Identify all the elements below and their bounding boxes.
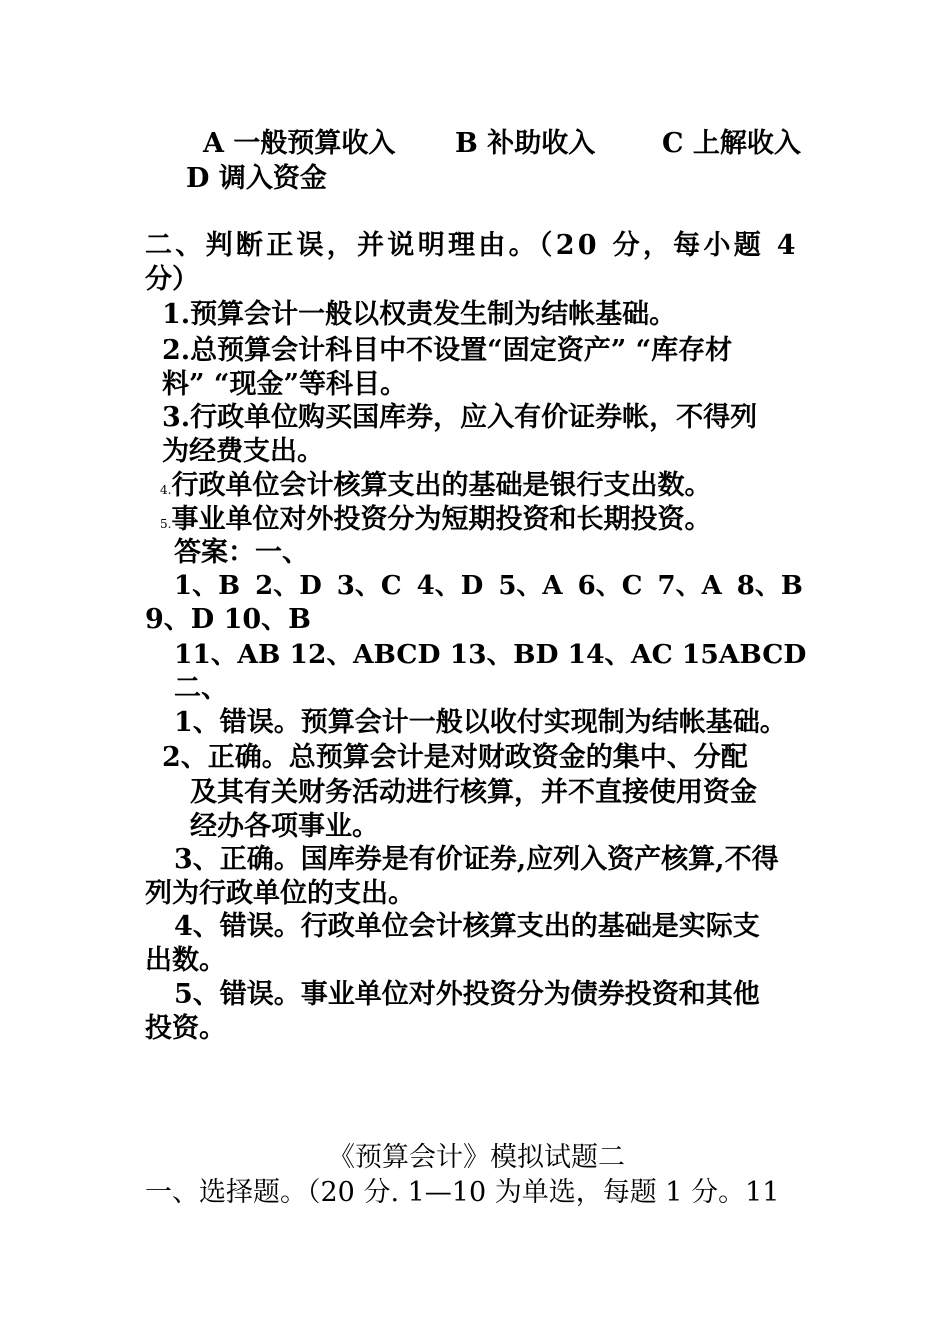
- question-2: 2.总预算会计科目中不设置“固定资产” “库存材: [162, 335, 733, 366]
- answer-5-cont: 投资。: [145, 1013, 226, 1044]
- answer-4: 4、错误。行政单位会计核算支出的基础是实际支: [174, 911, 760, 942]
- question-3-cont: 为经费支出。: [162, 436, 324, 467]
- question-1: 1.预算会计一般以权责发生制为结帐基础。: [162, 299, 677, 330]
- question-5-number: 5.: [160, 517, 172, 531]
- question-3: 3.行政单位购买国库券，应入有价证券帐，不得列: [162, 402, 758, 433]
- question-2-cont: 料” “现金”等科目。: [162, 369, 407, 400]
- answers-row-3: 11、AB 12、ABCD 13、BD 14、AC 15ABCD: [174, 639, 807, 670]
- answer-4-cont: 出数。: [145, 945, 226, 976]
- option-b: B 补助收入: [455, 128, 596, 159]
- question-4: [160, 469, 711, 507]
- answer-2: 2、正确。总预算会计是对财政资金的集中、分配: [162, 742, 748, 773]
- question-5-text: 事业单位对外投资分为短期投资和长期投资。: [171, 504, 712, 535]
- answers-row-2: 9、D 10、B: [145, 604, 311, 635]
- answers-heading-2: 二、: [174, 673, 228, 704]
- answers-row-1: 1、B 2、D 3、C 4、D 5、A 6、C 7、A 8、B: [174, 571, 803, 601]
- answer-5: 5、错误。事业单位对外投资分为债券投资和其他: [174, 979, 760, 1010]
- question-4-text: 行政单位会计核算支出的基础是银行支出数。: [171, 470, 712, 501]
- answer-2-cont-2: 经办各项事业。: [190, 811, 379, 842]
- answer-1: 1、错误。预算会计一般以收付实现制为结帐基础。: [174, 707, 787, 738]
- answer-3-cont: 列为行政单位的支出。: [145, 878, 415, 909]
- exam-title: 《预算会计》模拟试题二: [328, 1142, 625, 1173]
- question-4-number: 4.: [160, 483, 172, 497]
- option-a: A 一般预算收入: [203, 128, 396, 159]
- section1-intro: 一、选择题。（20 分. 1—10 为单选，每题 1 分。11: [145, 1177, 780, 1208]
- section2-title: 二、判断正误，并说明理由。（20 分，每小题 4: [145, 230, 799, 261]
- option-d: D 调入资金: [186, 163, 327, 194]
- answer-2-cont-1: 及其有关财务活动进行核算，并不直接使用资金: [190, 777, 757, 808]
- answer-3: 3、正确。国库券是有价证券,应列入资产核算,不得: [174, 844, 779, 875]
- section2-title-cont: 分）: [145, 264, 199, 295]
- answers-heading: 答案：一、: [174, 537, 309, 568]
- option-c: C 上解收入: [662, 128, 801, 159]
